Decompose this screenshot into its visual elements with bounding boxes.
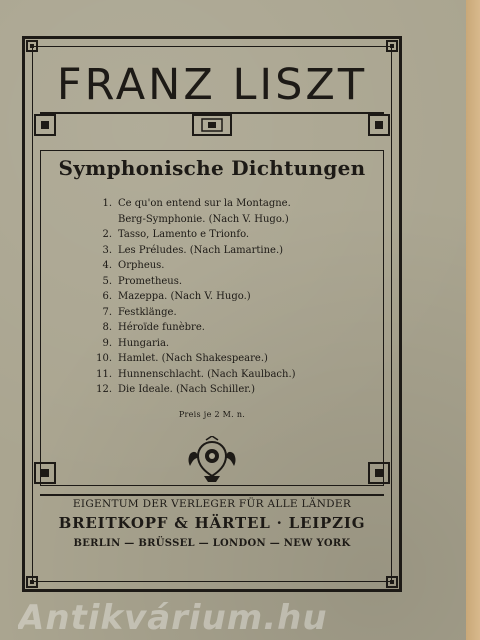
work-number: 4.: [102, 260, 112, 271]
corner-ornament: [26, 40, 38, 52]
list-item: [96, 212, 396, 228]
collection-title: Symphonische Dichtungen: [58, 156, 366, 180]
work-title: Hamlet. (Nach Shakespeare.): [118, 353, 268, 364]
work-number: 9.: [102, 337, 112, 349]
corner-ornament: [368, 114, 390, 136]
list-item: [96, 336, 396, 352]
work-number: 3.: [102, 244, 112, 256]
list-item: [96, 351, 396, 367]
work-title: Die Ideale. (Nach Schiller.): [118, 384, 256, 395]
composer-name: FRANZ LISZT: [56, 60, 368, 110]
work-number: 7.: [102, 306, 112, 318]
work-title: Orpheus.: [118, 260, 165, 271]
publisher-name: BREITKOPF & HÄRTEL · LEIPZIG: [58, 514, 366, 532]
work-title: Hungaria.: [118, 337, 170, 349]
work-number: 6.: [102, 291, 112, 302]
rights-notice: EIGENTUM DER VERLEGER FÜR ALLE LÄNDER: [72, 498, 352, 510]
corner-ornament: [34, 462, 56, 484]
works-list: [96, 196, 396, 398]
work-number: 5.: [102, 275, 112, 287]
work-number: 1.: [102, 198, 112, 209]
list-item: [96, 289, 396, 305]
list-item: [96, 258, 396, 274]
work-title: Berg-Symphonie. (Nach V. Hugo.): [118, 213, 289, 225]
publisher-emblem-icon: [184, 436, 240, 486]
list-item: [96, 367, 396, 383]
work-title: Festklänge.: [118, 306, 177, 318]
work-number: 8.: [102, 322, 112, 333]
work-title: Mazeppa. (Nach V. Hugo.): [118, 291, 251, 302]
publisher-cities: BERLIN — BRÜSSEL — LONDON — NEW YORK: [73, 538, 351, 549]
work-number: 10.: [96, 353, 112, 364]
list-item: [96, 320, 396, 336]
footer-rule: [40, 494, 384, 496]
work-number: 12.: [96, 384, 112, 395]
work-title: Prometheus.: [118, 275, 183, 287]
work-title: Ce qu'on entend sur la Montagne.: [118, 198, 291, 209]
list-item: [96, 382, 396, 398]
work-number: [96, 212, 112, 228]
list-item: [96, 274, 396, 290]
list-item: [96, 196, 396, 212]
work-title: Hunnenschlacht. (Nach Kaulbach.): [118, 368, 296, 380]
list-item: [96, 227, 396, 243]
work-number: 2.: [102, 229, 112, 240]
corner-ornament: [368, 462, 390, 484]
work-number: 11.: [96, 368, 112, 380]
center-ornament: [192, 114, 232, 136]
page-edge: [466, 0, 480, 640]
watermark: Antikvárium.hu: [18, 598, 328, 638]
corner-ornament: [386, 40, 398, 52]
work-title: Héroïde funèbre.: [118, 322, 205, 333]
corner-ornament: [34, 114, 56, 136]
work-title: Les Préludes. (Nach Lamartine.): [118, 244, 284, 256]
corner-ornament: [386, 576, 398, 588]
list-item: [96, 305, 396, 321]
work-title: Tasso, Lamento e Trionfo.: [118, 229, 250, 240]
corner-ornament: [26, 576, 38, 588]
list-item: [96, 243, 396, 259]
price-note: Preis je 2 M. n.: [178, 410, 246, 419]
